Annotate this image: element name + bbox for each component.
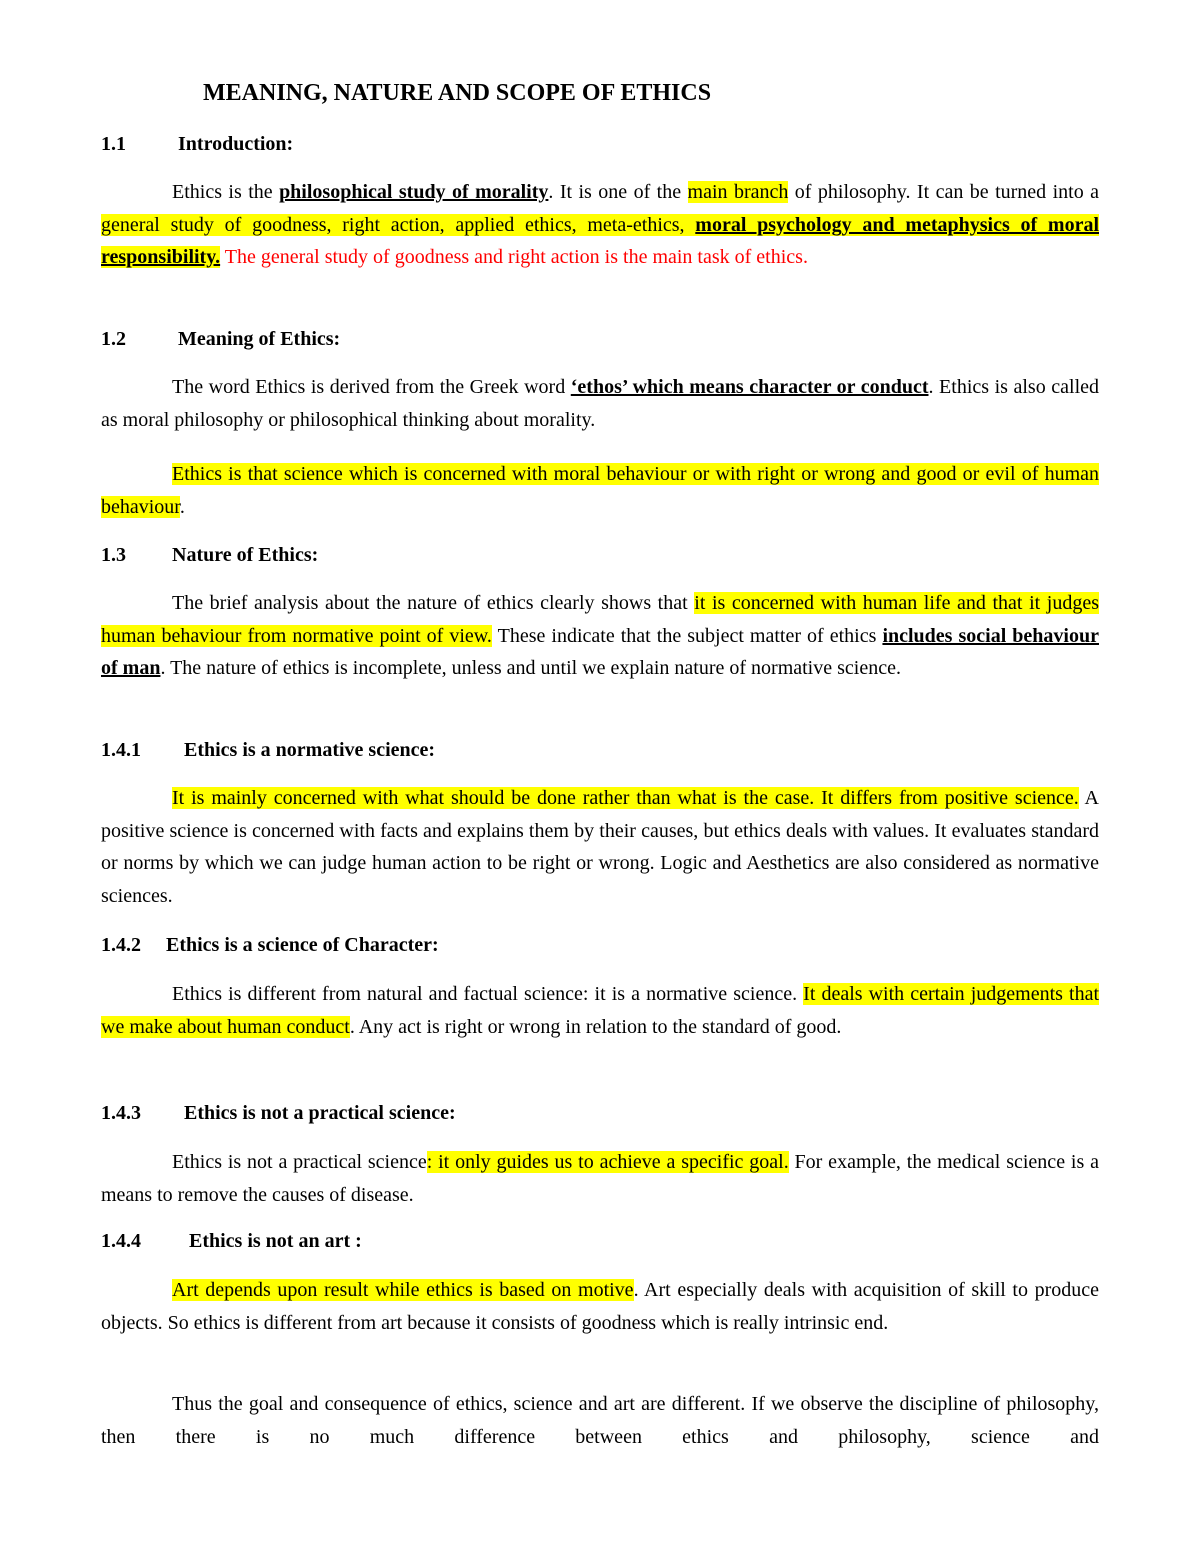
highlight-emphasis-run: moral psychology and metaphysics of moral responsibility. (101, 213, 1099, 269)
heading-nature-of-ethics (101, 544, 318, 567)
highlight-run: It is mainly concerned with what should be done rather than what is the case. It differs from positive science. (172, 787, 1079, 809)
section-title: Introduction: (178, 133, 294, 155)
section-title: Nature of Ethics: (172, 544, 319, 566)
paragraph-not-an-art (101, 1274, 1099, 1339)
paragraph-normative-science (101, 782, 1099, 912)
paragraph-goal-and-consequence (101, 1388, 1099, 1453)
section-title: Ethics is not a practical science: (184, 1102, 456, 1124)
text-run: Ethics is the (172, 181, 280, 203)
text-run: A positive science is concerned with facts and explains them by their causes, but ethics deals with values. It evaluates standard or norms by which we can judge human action to be right or wrong. Logic and Aesthetics are also considered as normative sciences. (101, 787, 1099, 907)
heading-normative-science (101, 739, 435, 762)
document-title: MEANING, NATURE AND SCOPE OF ETHICS (203, 80, 712, 106)
section-title: Meaning of Ethics: (178, 328, 341, 350)
heading-not-practical-science (101, 1102, 456, 1125)
text-run: Ethics is different from natural and factual science: it is a normative science. (172, 983, 804, 1005)
text-run: Thus the goal and consequence of ethics, science and art are different. If we observe the discipline of philosophy, then there is no much difference between ethics and philosophy, science and (101, 1393, 1099, 1448)
paragraph-introduction (101, 176, 1099, 274)
emphasis-run: philosophical study of morality (279, 181, 549, 203)
highlight-run: It deals with certain judgements that we make about human conduct (101, 983, 1100, 1038)
section-title: Ethics is not an art : (189, 1230, 362, 1252)
section-number: 1.4.3 (101, 1102, 141, 1124)
section-number: 1.1 (101, 133, 126, 155)
highlight-run: it is concerned with human life and that it judges human behaviour from normative point of view. (101, 592, 1099, 647)
section-number: 1.2 (101, 328, 126, 350)
section-number: 1.4.2 (101, 934, 141, 956)
text-run: . It is one of the (548, 181, 688, 203)
paragraph-meaning-1 (101, 371, 1099, 436)
text-run: The word Ethics is derived from the Greek word (172, 376, 571, 398)
section-title: Ethics is a science of Character: (166, 934, 439, 956)
paragraph-not-practical-science (101, 1146, 1099, 1211)
text-run: . The nature of ethics is incomplete, unless and until we explain nature of normative science. (160, 657, 901, 680)
heading-introduction (101, 133, 293, 156)
text-run: The brief analysis about the nature of ethics clearly shows that (172, 592, 695, 614)
section-number: 1.4.1 (101, 739, 141, 761)
section-number: 1.4.4 (101, 1230, 141, 1252)
highlight-run: Ethics is that science which is concerned with moral behaviour or with right or wrong and good or evil of human behaviour (101, 463, 1099, 518)
highlight-run: main branch (687, 181, 789, 203)
section-number: 1.3 (101, 544, 126, 566)
text-run: Ethics is not a practical science (172, 1151, 427, 1173)
section-title: Ethics is a normative science: (184, 739, 436, 761)
highlight-run: general study of goodness, right action, applied ethics, meta-ethics, (101, 213, 696, 236)
highlight-run: : it only guides us to achieve a specific goal. (426, 1151, 789, 1173)
heading-not-an-art (101, 1230, 362, 1253)
emphasis-run: ‘ethos’ which means character or conduct (570, 376, 929, 398)
emphasis-run: includes social behaviour of man (101, 624, 1099, 680)
text-run: of philosophy. It can be turned into a (788, 181, 1100, 203)
paragraph-nature (101, 587, 1099, 685)
paragraph-science-of-character (101, 978, 1099, 1043)
heading-science-of-character (101, 934, 439, 957)
text-run: For example, the medical science is a means to remove the causes of disease. (101, 1151, 1099, 1206)
text-run: These indicate that the subject matter of ethics (491, 624, 883, 647)
paragraph-meaning-2 (101, 458, 1099, 523)
text-run: . Ethics is also called as moral philosophy or philosophical thinking about morality. (101, 376, 1100, 431)
text-run: . (179, 495, 185, 518)
highlight-run: Art depends upon result while ethics is based on motive (172, 1279, 634, 1301)
text-run: . Art especially deals with acquisition of skill to produce objects. So ethics is different from art because it consists of goodness which is really intrinsic end. (101, 1279, 1100, 1334)
text-run: . Any act is right or wrong in relation to the standard of good. (349, 1015, 842, 1038)
red-text-run: The general study of goodness and right action is the main task of ethics. (224, 246, 808, 269)
heading-meaning-of-ethics (101, 328, 340, 351)
